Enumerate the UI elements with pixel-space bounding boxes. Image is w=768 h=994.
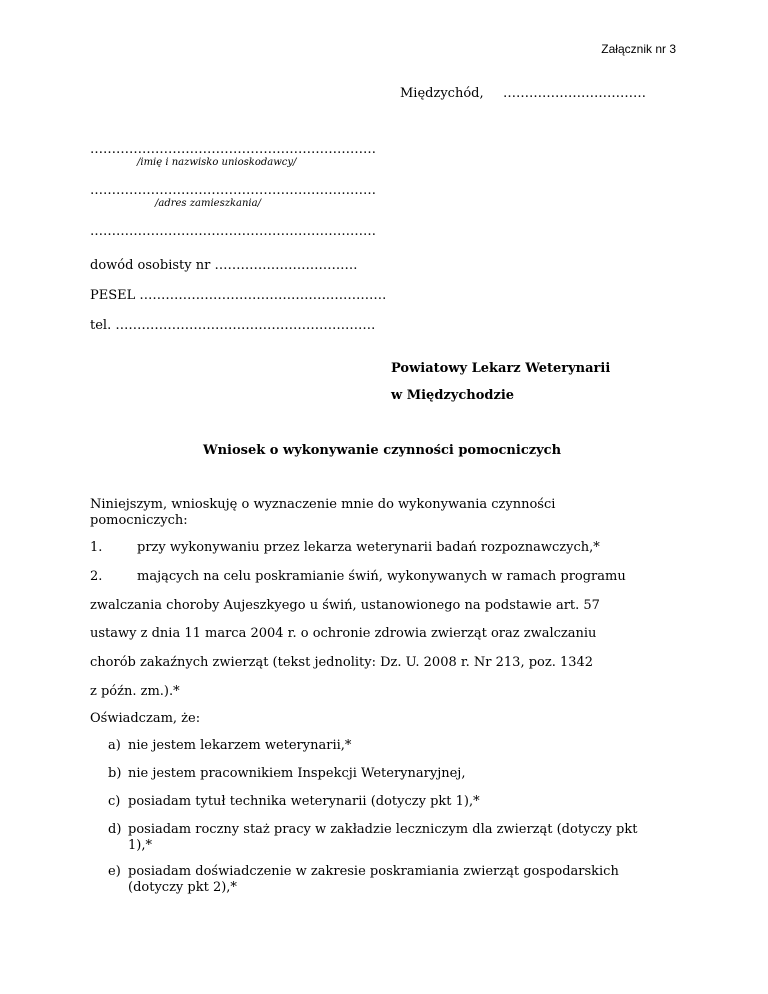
- declaration-heading: Oświadczam, że:: [90, 711, 201, 726]
- place-label: Międzychód,: [400, 86, 484, 101]
- declaration-text: posiadam doświadczenie w zakresie poskramiania zwierząt gospodarskich: [128, 864, 619, 879]
- date-dots: ……………………………: [503, 86, 646, 101]
- point-number: 1.: [90, 540, 103, 555]
- declaration-label: b): [108, 766, 122, 781]
- point-text: mających na celu poskramianie świń, wykonywanych w ramach programu: [137, 569, 626, 584]
- declaration-text: (dotyczy pkt 2),*: [128, 880, 237, 895]
- phone-line: tel. ……………………………………………………: [90, 318, 376, 333]
- applicant-address-caption: /adres zamieszkania/: [155, 198, 261, 209]
- pesel-line: PESEL …………………………………………………: [90, 288, 387, 303]
- intro-line-2: pomocniczych:: [90, 513, 188, 528]
- attachment-number: Załącznik nr 3: [601, 42, 676, 56]
- document-title: Wniosek o wykonywanie czynności pomocniczych: [203, 443, 562, 458]
- recipient-line-2: w Międzychodzie: [391, 388, 515, 403]
- intro-line-1: Niniejszym, wnioskuję o wyznaczenie mnie do wykonywania czynności: [90, 497, 556, 512]
- applicant-name-line: …………………………………………………………: [90, 142, 376, 157]
- recipient-line-1: Powiatowy Lekarz Weterynarii: [391, 361, 611, 376]
- declaration-text: nie jestem pracownikiem Inspekcji Weterynaryjnej,: [128, 766, 466, 781]
- declaration-label: a): [108, 738, 121, 753]
- declaration-text: 1),*: [128, 838, 152, 853]
- applicant-name-caption: /imię i nazwisko unioskodawcy/: [137, 157, 297, 168]
- continuation-line: z późn. zm.).*: [90, 684, 180, 699]
- id-card-line: dowód osobisty nr ……………………………: [90, 258, 358, 273]
- continuation-line: zwalczania choroby Aujeszkyego u świń, ustanowionego na podstawie art. 57: [90, 598, 600, 613]
- declaration-text: nie jestem lekarzem weterynarii,*: [128, 738, 352, 753]
- point-text: przy wykonywaniu przez lekarza weterynarii badań rozpoznawczych,*: [137, 540, 600, 555]
- point-number: 2.: [90, 569, 103, 584]
- continuation-line: ustawy z dnia 11 marca 2004 r. o ochronie zdrowia zwierząt oraz zwalczaniu: [90, 626, 597, 641]
- declaration-label: e): [108, 864, 121, 879]
- continuation-line: chorób zakaźnych zwierząt (tekst jednolity: Dz. U. 2008 r. Nr 213, poz. 1342: [90, 655, 594, 670]
- applicant-address-line: …………………………………………………………: [90, 183, 376, 198]
- declaration-text: posiadam tytuł technika weterynarii (dotyczy pkt 1),*: [128, 794, 480, 809]
- declaration-label: c): [108, 794, 121, 809]
- applicant-extra-line: …………………………………………………………: [90, 224, 376, 239]
- declaration-text: posiadam roczny staż pracy w zakładzie leczniczym dla zwierząt (dotyczy pkt: [128, 822, 638, 837]
- declaration-label: d): [108, 822, 122, 837]
